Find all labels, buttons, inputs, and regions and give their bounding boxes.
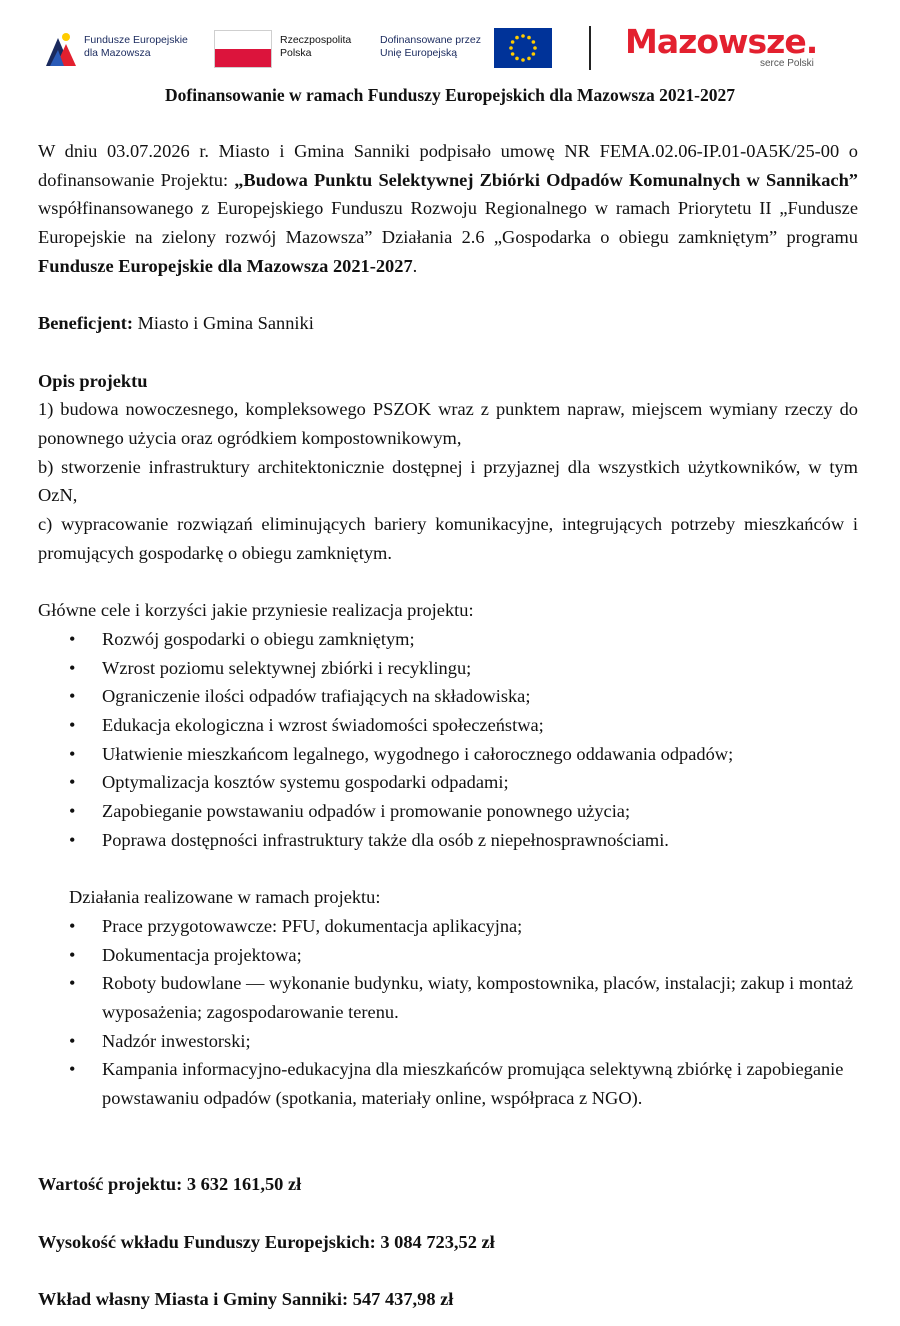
eu-star-icon [532,52,536,56]
description-item: c) wypracowanie rozwiązań eliminujących bariery komunikacyjne, integrujących potrzeby mieszkańców i promujących gospodarkę o obiegu zamkniętym. [38,514,858,563]
project-value: Wartość projektu: 3 632 161,50 zł [38,1174,302,1195]
ue-logo-line2: Unię Europejską [380,47,458,59]
list-item: • Ograniczenie ilości odpadów trafiających na składowiska; [38,682,858,711]
goals-heading: Główne cele i korzyści jakie przyniesie realizacja projektu: [38,600,474,621]
list-item: • Ułatwienie mieszkańcom legalnego, wygodnego i całorocznego oddawania odpadów; [38,740,858,769]
list-item: • Nadzór inwestorski; [38,1027,858,1056]
list-item: • Kampania informacyjno-edukacyjna dla mieszkańców promująca selektywną zbiórkę i zapobieganie powstawaniu odpadów (spotkania, materiały online, współpraca z NGO). [38,1055,858,1112]
activities-list [38,912,858,1113]
fe-logo-line1: Fundusze Europejskie [84,34,188,46]
mazowsze-logo: Mazowsze. [625,22,818,61]
list-item: • Roboty budowlane — wykonanie budynku, wiaty, kompostownika, placów, instalacji; zakup i montaż wyposażenia; zagospodarowanie terenu. [38,969,858,1026]
program-name: Fundusze Europejskie dla Mazowsza 2021-2027 [38,255,413,276]
eu-star-icon [511,40,515,44]
description-heading: Opis projektu [38,370,148,391]
eu-star-icon [515,57,519,61]
eu-star-icon [509,46,513,50]
list-item: • Rozwój gospodarki o obiegu zamkniętym; [38,625,858,654]
list-item: • Zapobieganie powstawaniu odpadów i promowanie ponownego użycia; [38,797,858,826]
eu-contribution: Wysokość wkładu Funduszy Europejskich: 3 084 723,52 zł [38,1231,495,1252]
rp-logo-line2: Polska [280,47,312,59]
eu-star-icon [532,40,536,44]
intro-paragraph [38,137,858,281]
description-item: 1) budowa nowoczesnego, kompleksowego PSZOK wraz z punktem napraw, miejscem wymiany rzeczy do ponownego użycia oraz ogródkiem kompostownikowym, [38,399,858,448]
mazowsze-tagline: serce Polski [760,58,814,69]
list-item: • Edukacja ekologiczna i wzrost świadomości społeczeństwa; [38,711,858,740]
beneficiary-label: Beneficjent: [38,313,133,334]
logo-divider [589,26,591,70]
description-item: b) stworzenie infrastruktury architektonicznie dostępnej i przyjaznej dla wszystkich użytkowników, w tym OzN, [38,456,858,506]
eu-star-icon [511,52,515,56]
ue-logo-line1: Dofinansowane przez [380,34,481,46]
project-name: „Budowa Punktu Selektywnej Zbiórki Odpadów Komunalnych w Sannikach” [234,169,858,190]
fe-logo-line2: dla Mazowsza [84,47,151,59]
eu-star-icon [533,46,537,50]
intro-text-1: W dniu 03.07.2026 r. Miasto i Gmina Sanniki podpisało umowę NR FEMA.02.06-IP.01-0A5K/25-00 o dofinansowanie Projektu: [38,141,858,190]
list-item: • Dokumentacja projektowa; [38,941,858,970]
goals-list [38,625,858,855]
eu-star-icon [521,34,525,38]
activities-heading: Działania realizowane w ramach projektu: [69,887,381,908]
list-item: • Wzrost poziomu selektywnej zbiórki i recyklingu; [38,654,858,683]
ue-logo-text [380,34,481,60]
eu-flag-icon [494,28,552,68]
own-contribution: Wkład własny Miasta i Gminy Sanniki: 547 437,98 zł [38,1289,454,1309]
beneficiary [38,309,858,338]
fe-logo-text [84,34,188,60]
document-title: Dofinansowanie w ramach Funduszy Europejskich dla Mazowsza 2021-2027 [165,85,735,105]
rp-logo-line1: Rzeczpospolita [280,34,352,46]
list-item: • Prace przygotowawcze: PFU, dokumentacja aplikacyjna; [38,912,858,941]
document-body [38,137,858,1314]
poland-flag-icon [214,30,272,68]
list-item: • Poprawa dostępności infrastruktury także dla osób z niepełnosprawnościami. [38,826,858,855]
list-item: • Optymalizacja kosztów systemu gospodarki odpadami; [38,768,858,797]
eu-star-icon [527,36,531,40]
eu-star-icon [515,36,519,40]
beneficiary-value: Miasto i Gmina Sanniki [132,313,314,334]
eu-star-icon [527,57,531,61]
logo-strip [0,22,900,78]
rp-logo-text [280,34,351,60]
intro-text-2: współfinansowanego z Europejskiego Funduszu Rozwoju Regionalnego w ramach Priorytetu II „Fundusze Europejskie na zielony rozwój Mazowsza” Działania 2.6 „Gospodarka o obiegu zamkniętym” programu [38,198,858,248]
fundusze-europejskie-logo-icon [44,28,78,68]
eu-star-icon [521,58,525,62]
intro-text-3: . [412,255,418,276]
